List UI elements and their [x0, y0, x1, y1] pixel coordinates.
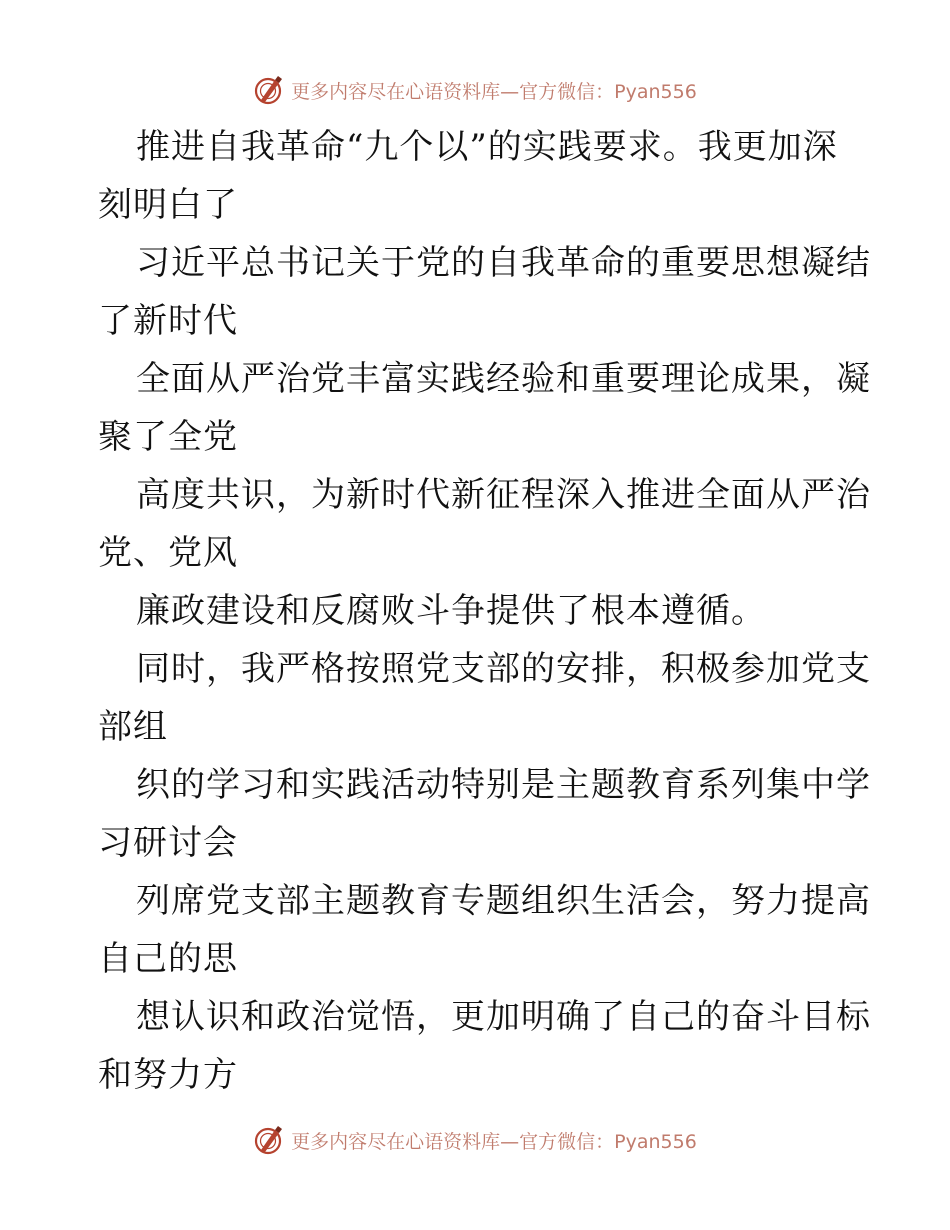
- text-line: 自己的思: [98, 939, 238, 979]
- text-line: 织的学习和实践活动特别是主题教育系列集中学: [136, 765, 871, 805]
- text-line: 部组: [98, 707, 168, 747]
- pen-logo-icon: [253, 74, 285, 106]
- text-line: 同时，我严格按照党支部的安排，积极参加党支: [136, 649, 871, 689]
- text-line: 习近平总书记关于党的自我革命的重要思想凝结: [136, 243, 871, 283]
- text-line: 全面从严治党丰富实践经验和重要理论成果，凝: [136, 359, 871, 399]
- text-line: 聚了全党: [98, 417, 238, 457]
- text-line: 高度共识，为新时代新征程深入推进全面从严治: [136, 475, 871, 515]
- pen-logo-icon: [253, 1124, 285, 1156]
- text-line: 想认识和政治觉悟，更加明确了自己的奋斗目标: [136, 997, 871, 1037]
- text-line: 了新时代: [98, 301, 238, 341]
- text-line: 推进自我革命“九个以”的实践要求。我更加深: [136, 127, 838, 167]
- text-line: 党、党风: [98, 533, 238, 573]
- footer-banner: [0, 1120, 950, 1160]
- banner-text: 更多内容尽在心语资料库—官方微信：Pyan556: [291, 80, 697, 103]
- text-line: 刻明白了: [98, 185, 238, 225]
- text-line: 和努力方: [98, 1055, 238, 1095]
- document-body: [98, 118, 871, 1104]
- banner-text: 更多内容尽在心语资料库—官方微信：Pyan556: [291, 1130, 697, 1153]
- text-line: 习研讨会: [98, 823, 238, 863]
- text-line: 列席党支部主题教育专题组织生活会，努力提高: [136, 881, 871, 921]
- header-banner: [0, 70, 950, 110]
- text-line: 廉政建设和反腐败斗争提供了根本遵循。: [136, 591, 766, 631]
